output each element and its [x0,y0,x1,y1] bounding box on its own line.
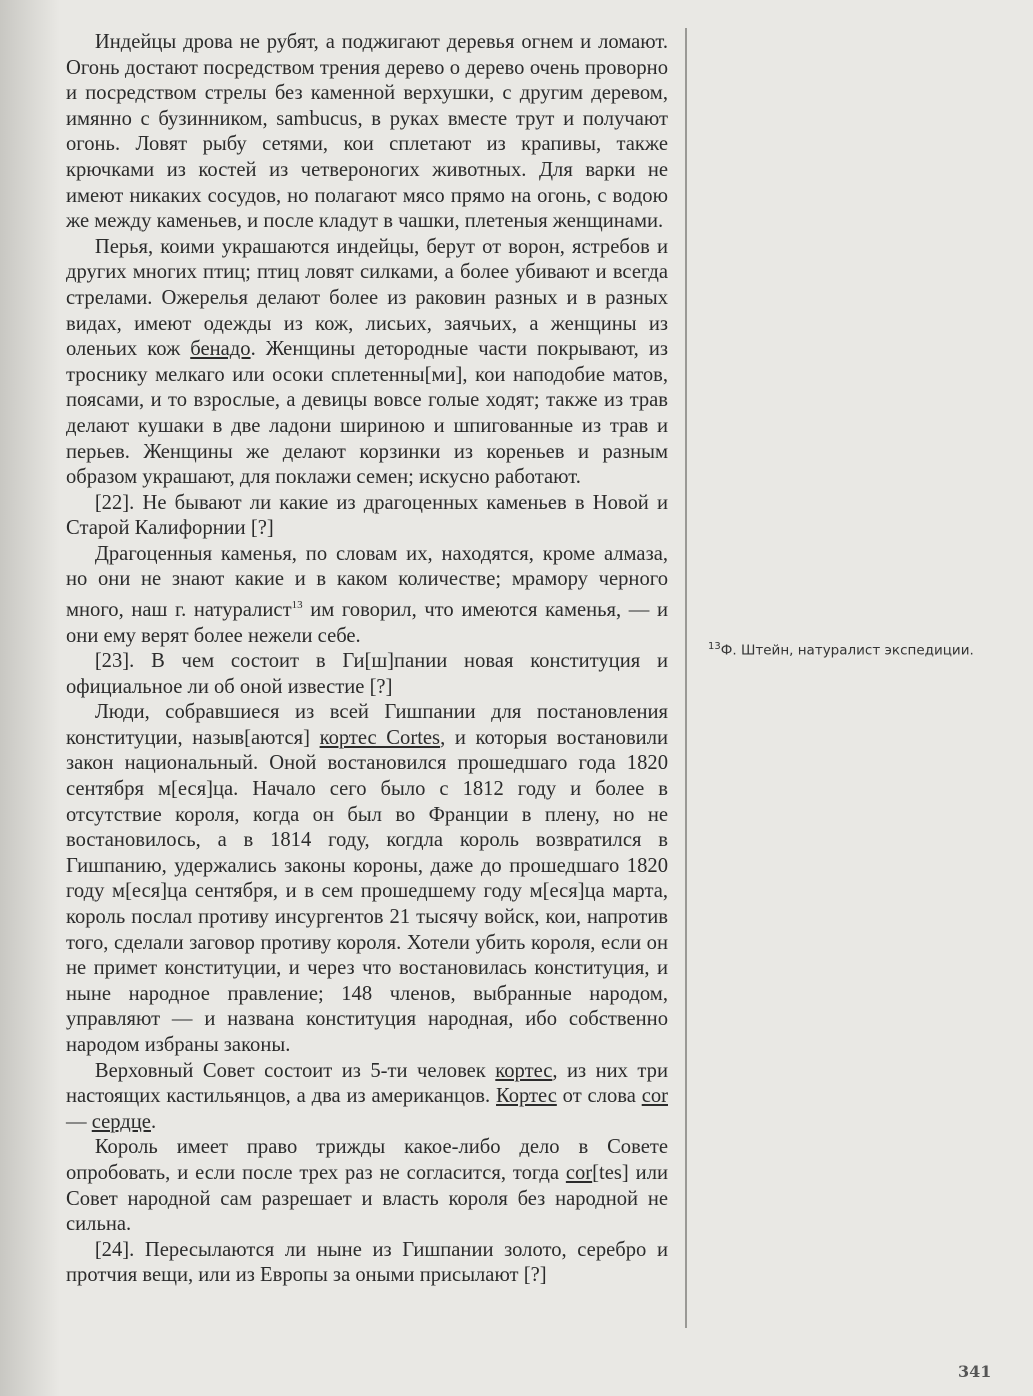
underlined-term: cor [641,1085,668,1108]
question-22: [22]. Не бывают ли какие из драгоценных каменьев в Новой и Старой Калифорнии [?] [66,491,668,540]
column-divider [685,28,687,1328]
underlined-term: cor [565,1161,593,1184]
paragraph-korol: Король имеет право трижды какое-либо дело в Совете опробовать, и если после трех раз не согласится, тогда cor[tes] или Совет народной сам разрешает и власть короля без народной не сильна. [66,1136,668,1236]
footnote-number: 13 [708,641,721,652]
paragraph-sovet: Верховный Совет состоит из 5-ти человек кортес, из них три настоящих кастильянцов, а два из американцов. Кортес от слова cor — сердце. [66,1059,668,1133]
underlined-term: сердце [91,1110,151,1133]
underlined-term: бенадо [190,338,251,361]
main-text [66,30,668,1289]
page-shadow [0,0,60,1396]
paragraph: Перья, коими украшаются индейцы, берут от ворон, ястребов и других многих птиц; птиц ловят силками, а более убивают и всегда стрелами. Ожерелья делают более из раковин разных и в разных видах, имеют одежды из кож, лисьих, заячьих, а женщины из оленьих кож бенадо. Женщины детородные части покрывают, из троснику мелкаго или осоки сплетенны[ми], кои наподобие матов, поясами, и то взрослые, а девицы вовсе голые ходят; также из трав делают кушаки в две ладони шириною и шпигованные из трав и перьев. Женщины же делают корзинки из кореньев и разным образом украшают, для поклажи семен; искусно работают. [66,235,668,489]
question-24: [24]. Пересылаются ли ныне из Гишпании золото, серебро и протчия вещи, или из Европы за оными присылают [?] [66,1238,668,1287]
underlined-term: Кортес [496,1085,557,1108]
footnote-text: Ф. Штейн, натуралист экспедиции. [720,642,974,659]
question-23: [23]. В чем состоит в Ги[ш]пании новая конституция и официальное ли об оной известие [?] [66,650,668,698]
footnote-13 [708,637,986,661]
answer-22: Драгоценныя каменья, по словам их, находятся, кроме алмаза, но они не знают какие и в каком количестве; мрамору черного много, наш г. натуралист$^{13}$ им говорил, что имеются каменья, — и они ему верят более нежели себе. [66,542,668,647]
footnote-ref: 13 [291,599,303,612]
underlined-term: кортес Cortes [319,726,441,749]
paragraph: Индейцы дрова не рубят, а поджигают деревья огнем и ломают. Огонь достают посредством трения дерево о дерево очень проворно и посредством стрелы без каменной верхушки, с другим деревом, имянно с бузинником, sambucus, в руках вместе трут и получают огонь. Ловят рыбу сетями, кои сплетают из крапивы, также крючками из костей из четвероногих животных. Для варки не имеют никаких сосудов, но полагают мясо прямо на огонь, с водою же между каменьев, и после кладут в чашки, плетеныя женщинами. [66,31,668,233]
underlined-term: кортес [495,1059,553,1082]
page-number: 341 [958,1362,992,1381]
answer-23: Люди, собравшиеся из всей Гишпании для постановления конституции, назыв[аются] кортес Cortes, и которыя востановили закон национальный. Оной востановился прошедшаго года 1820 сентября м[еся]ца. Начало сего было с 1812 году и более в отсутствие короля, когда он был во Франции в плену, но не востановилось, а в 1814 году, когдла король возвратился в Гишпанию, удержались законы короны, даже до прошедшаго 1820 году м[еся]ца сентября, и в сем прошедшему году м[еся]ца марта, король послал противу инсургентов 21 тысячу войск, кои, напротив того, сделали заговор противу короля. Хотели убить короля, если он не примет конституции, и через что востановилась конституция, и ныне народное правление; 148 членов, выбранные народом, управляют — и названа конституция народная, ибо собственно народом избраны законы. [66,701,668,1057]
